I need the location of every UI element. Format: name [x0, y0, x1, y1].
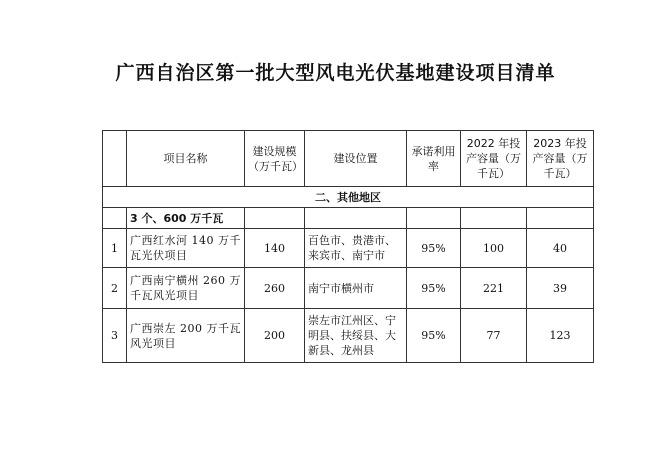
- header-location: 建设位置: [305, 131, 407, 187]
- table-row: [103, 309, 594, 363]
- table-row: [103, 229, 594, 268]
- group-empty-cell: [305, 208, 407, 229]
- row-location: 崇左市江州区、宁明县、扶绥县、大新县、龙州县: [305, 309, 407, 363]
- row-name: 广西崇左 200 万千瓦风光项目: [127, 309, 245, 363]
- row-index: 2: [103, 268, 127, 309]
- group-empty-cell: [407, 208, 461, 229]
- row-index: 3: [103, 309, 127, 363]
- row-scale: 260: [245, 268, 305, 309]
- header-name: 项目名称: [127, 131, 245, 187]
- document-title: 广西自治区第一批大型风电光伏基地建设项目清单: [115, 62, 556, 84]
- row-capacity-2023: 123: [527, 309, 594, 363]
- header-capacity-2022: 2022 年投产容量（万千瓦）: [461, 131, 527, 187]
- row-scale: 200: [245, 309, 305, 363]
- section-row: [103, 187, 594, 208]
- header-row: [103, 131, 594, 187]
- row-utilization: 95%: [407, 309, 461, 363]
- row-utilization: 95%: [407, 229, 461, 268]
- row-location: 南宁市横州市: [305, 268, 407, 309]
- header-utilization: 承诺利用率: [407, 131, 461, 187]
- row-capacity-2022: 77: [461, 309, 527, 363]
- row-capacity-2022: 221: [461, 268, 527, 309]
- row-index: 1: [103, 229, 127, 268]
- table-row: [103, 268, 594, 309]
- project-table: [102, 130, 594, 363]
- row-scale: 140: [245, 229, 305, 268]
- header-scale: 建设规模（万千瓦）: [245, 131, 305, 187]
- row-name: 广西红水河 140 万千瓦光伏项目: [127, 229, 245, 268]
- group-row: [103, 208, 594, 229]
- row-capacity-2022: 100: [461, 229, 527, 268]
- header-index: [103, 131, 127, 187]
- group-label: 3 个、600 万千瓦: [127, 208, 245, 229]
- row-location: 百色市、贵港市、来宾市、南宁市: [305, 229, 407, 268]
- group-index-cell: [103, 208, 127, 229]
- group-empty-cell: [461, 208, 527, 229]
- row-capacity-2023: 39: [527, 268, 594, 309]
- row-utilization: 95%: [407, 268, 461, 309]
- group-empty-cell: [527, 208, 594, 229]
- group-empty-cell: [245, 208, 305, 229]
- row-name: 广西南宁横州 260 万千瓦风光项目: [127, 268, 245, 309]
- row-capacity-2023: 40: [527, 229, 594, 268]
- header-capacity-2023: 2023 年投产容量（万千瓦）: [527, 131, 594, 187]
- section-label: 二、其他地区: [103, 187, 594, 208]
